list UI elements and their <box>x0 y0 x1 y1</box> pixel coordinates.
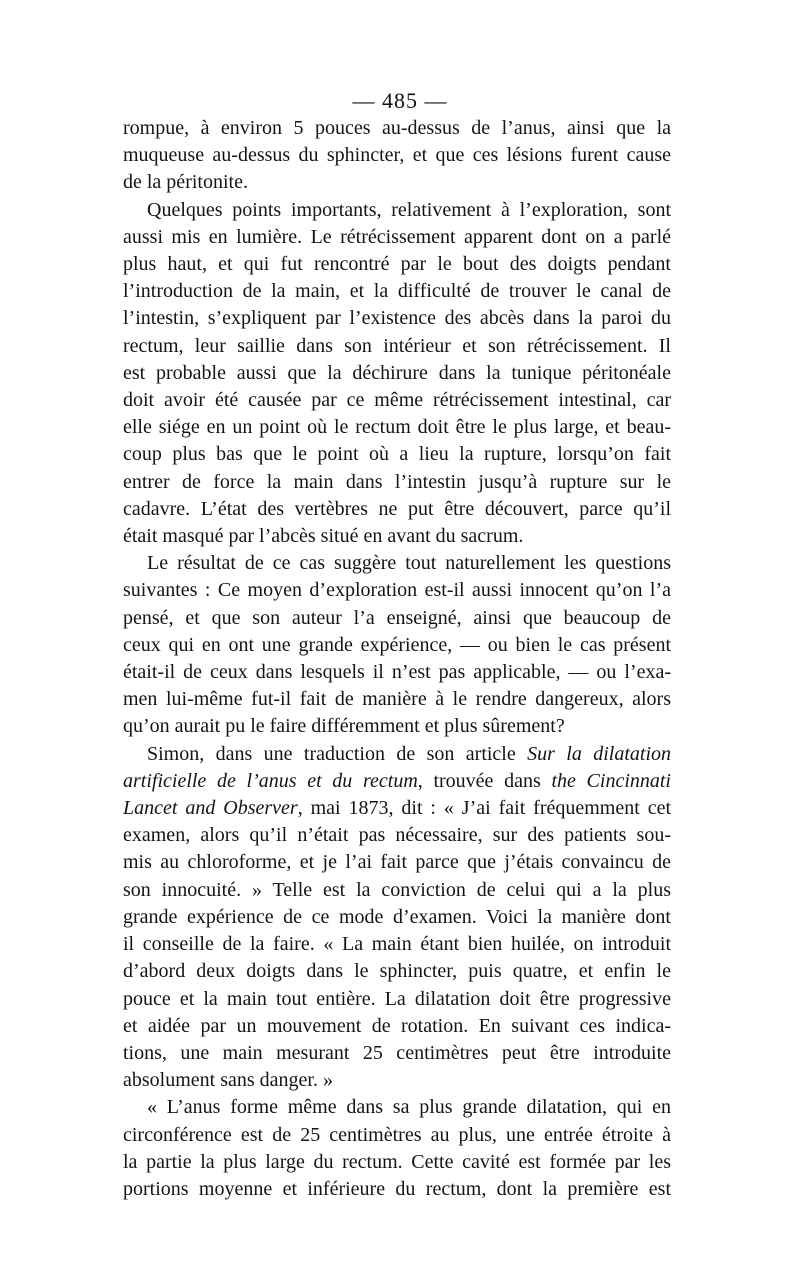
text-line <box>123 741 671 768</box>
text-segment: Simon, dans une traduction de son article <box>147 742 528 765</box>
paragraph-4 <box>123 741 671 1095</box>
paragraph-1 <box>123 115 671 197</box>
text-line: de la péritonite. <box>123 171 248 194</box>
text-line: men lui-même fut-il fait de manière à le rendre dangereux, alors <box>123 688 671 711</box>
text-line: est probable aussi que la déchirure dans la tunique péritonéale <box>123 361 671 384</box>
text-line: muqueuse au-dessus du sphincter, et que ces lésions furent cause <box>123 144 671 167</box>
italic-title: the Cincinnati <box>551 769 671 792</box>
text-line: circonférence est de 25 centimètres au plus, une entrée étroite à <box>123 1123 671 1146</box>
text-line: Quelques points importants, relativement à l’exploration, sont <box>147 198 671 221</box>
text-line: elle siége en un point où le rectum doit être le plus large, et beau- <box>123 416 671 439</box>
text-segment: , trouvée dans <box>417 769 552 792</box>
text-line: grande expérience de ce mode d’examen. Voici la manière dont <box>123 905 671 928</box>
text-line: aussi mis en lumière. Le rétrécissement apparent dont on a parlé <box>123 225 671 248</box>
text-line: la partie la plus large du rectum. Cette cavité est formée par les <box>123 1150 671 1173</box>
text-line: « L’anus forme même dans sa plus grande dilatation, qui en <box>147 1096 671 1119</box>
paragraph-3 <box>123 550 671 740</box>
text-line: il conseille de la faire. « La main étant bien huilée, on introduit <box>123 933 671 956</box>
text-line: cadavre. L’état des vertèbres ne put être découvert, parce qu’il <box>123 497 671 520</box>
text-line: rompue, à environ 5 pouces au-dessus de l’anus, ainsi que la <box>123 117 671 139</box>
text-line: entrer de force la main dans l’intestin jusqu’à rupture sur le <box>123 470 671 493</box>
text-line: Le résultat de ce cas suggère tout naturellement les questions <box>147 552 671 575</box>
text-line: et aidée par un mouvement de rotation. En suivant ces indica- <box>123 1014 671 1037</box>
text-line: qu’on aurait pu le faire différemment et plus sûrement? <box>123 715 565 738</box>
text-line: suivantes : Ce moyen d’exploration est-il aussi innocent qu’on l’a <box>123 579 671 602</box>
text-line <box>123 795 671 822</box>
text-line: tions, une main mesurant 25 centimètres peut être introduite <box>123 1041 671 1064</box>
paragraph-5 <box>123 1094 671 1203</box>
text-line: d’abord deux doigts dans le sphincter, puis quatre, et enfin le <box>123 960 671 983</box>
text-line: l’intestin, s’expliquent par l’existence des abcès dans la paroi du <box>123 307 671 330</box>
text-line <box>123 768 671 795</box>
text-line: était masqué par l’abcès situé en avant du sacrum. <box>123 525 524 548</box>
text-line: examen, alors qu’il n’était pas nécessaire, sur des patients sou- <box>123 824 671 847</box>
text-line: pensé, et que son auteur l’a enseigné, ainsi que beaucoup de <box>123 606 671 629</box>
text-line: ceux qui en ont une grande expérience, — ou bien le cas présent <box>123 633 671 656</box>
text-line: était-il de ceux dans lesquels il n’est pas applicable, — ou l’exa- <box>123 661 671 684</box>
italic-title: artificielle de l’anus et du rectum <box>123 769 418 792</box>
italic-title: Sur la dilatation <box>527 742 671 765</box>
text-line: plus haut, et qui fut rencontré par le bout des doigts pendant <box>123 253 671 276</box>
page-number: — 485 — <box>352 88 448 113</box>
text-line: pouce et la main tout entière. La dilatation doit être progressive <box>123 987 671 1010</box>
text-line: absolument sans danger. » <box>123 1069 333 1092</box>
text-line: mis au chloroforme, et je l’ai fait parce que j’étais convaincu de <box>123 851 671 874</box>
text-line: rectum, leur saillie dans son intérieur et son rétrécissement. Il <box>123 334 671 357</box>
paragraph-2 <box>123 197 671 551</box>
text-line: doit avoir été causée par ce même rétrécissement intestinal, car <box>123 389 671 412</box>
text-line: son innocuité. » Telle est la conviction de celui qui a la plus <box>123 878 671 901</box>
text-line: portions moyenne et inférieure du rectum, dont la première est <box>123 1177 671 1200</box>
text-segment: , mai 1873, dit : « J’ai fait fréquemment cet <box>297 797 671 820</box>
body-text <box>123 115 671 1203</box>
text-line: l’introduction de la main, et la difficulté de trouver le canal de <box>123 280 671 303</box>
text-line: coup plus bas que le point où a lieu la rupture, lorsqu’on fait <box>123 443 671 466</box>
italic-title: Lancet and Observer <box>123 797 298 820</box>
